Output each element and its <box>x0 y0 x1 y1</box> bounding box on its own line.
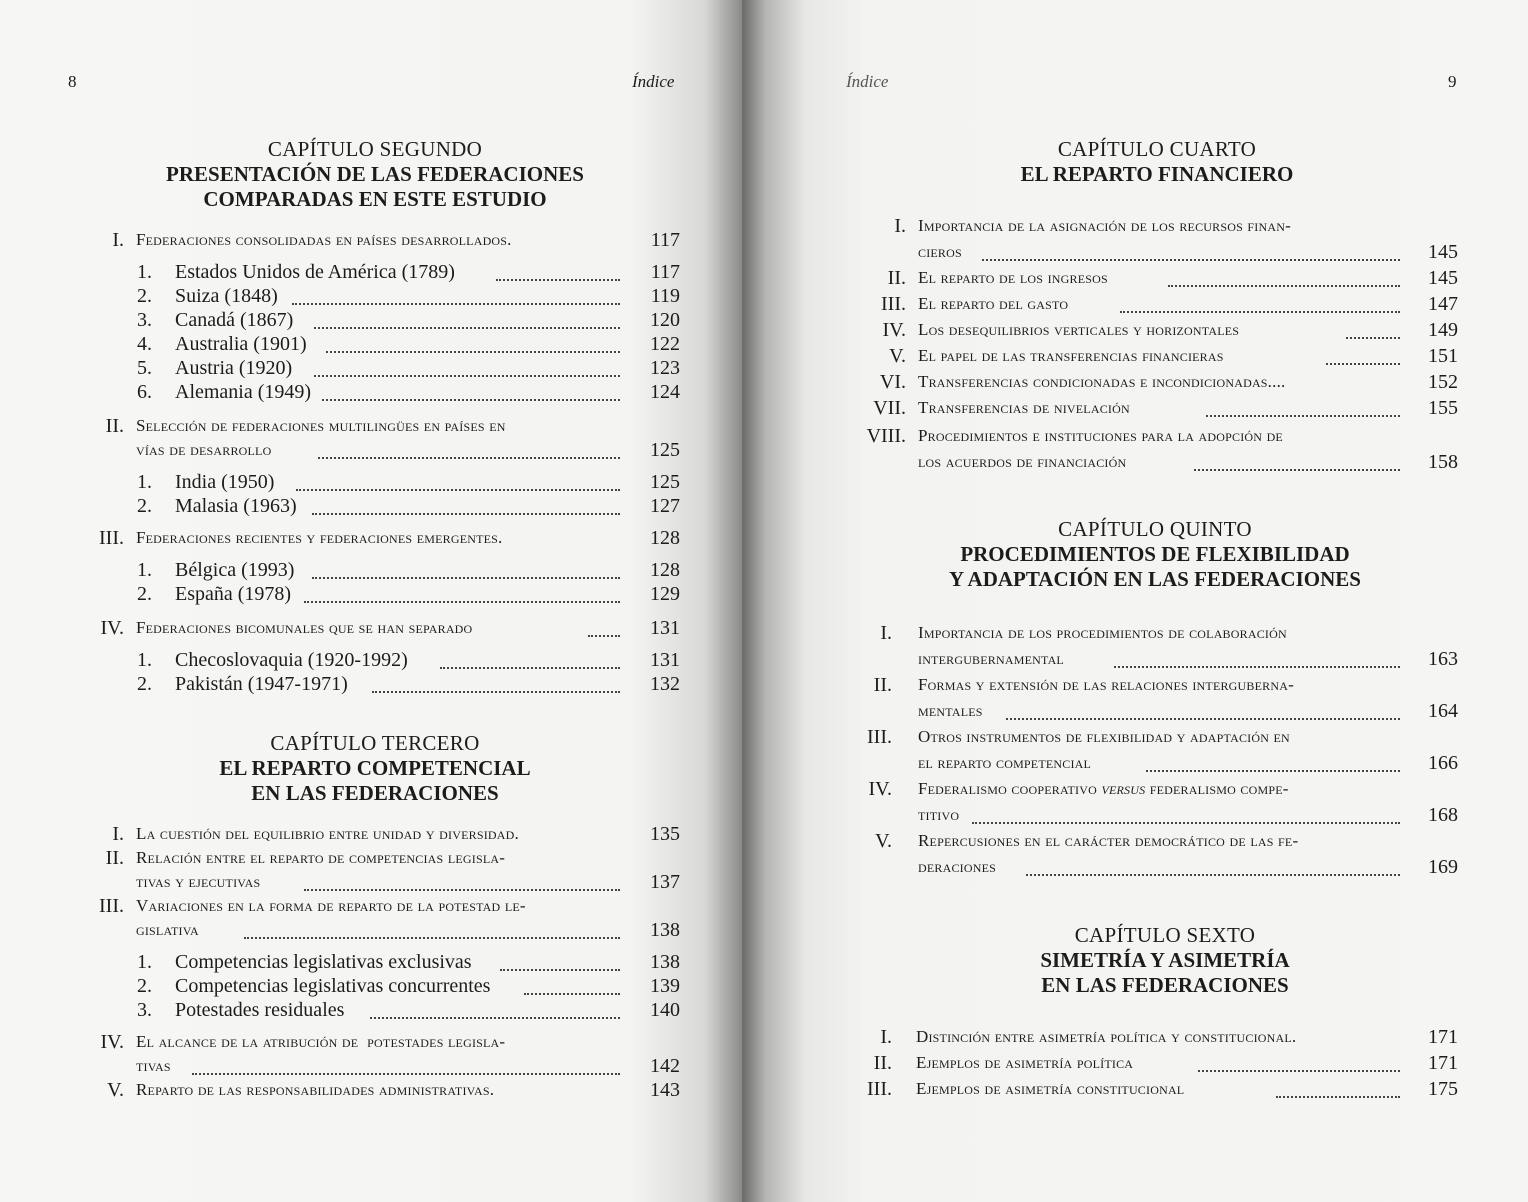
entry-text: mentales <box>918 701 983 720</box>
entry-number: 1. <box>137 649 152 671</box>
entry-page: 142 <box>650 1055 680 1077</box>
chapter-heading <box>870 517 1440 592</box>
leader-dots <box>1168 285 1400 287</box>
entry-number: VII. <box>873 397 906 419</box>
chapter-title: EN LAS FEDERACIONES <box>251 781 499 805</box>
entry-page: 147 <box>1428 293 1458 315</box>
leader-dots <box>244 937 620 939</box>
entry-text: tivas <box>136 1056 171 1075</box>
leader-dots <box>304 601 620 603</box>
entry-page: 123 <box>650 357 680 379</box>
leader-dots <box>1006 718 1400 720</box>
leader-dots <box>326 351 620 353</box>
leader-dots <box>440 667 620 669</box>
entry-text: gislativa <box>136 920 199 939</box>
chapter-title: Y ADAPTACIÓN EN LAS FEDERACIONES <box>949 567 1361 591</box>
leader-dots <box>372 691 620 693</box>
leader-dots <box>192 1073 620 1075</box>
entry-text: España (1978) <box>175 583 292 605</box>
entry-number: 2. <box>137 975 152 997</box>
chapter-title: EL REPARTO COMPETENCIAL <box>219 756 531 780</box>
entry-page: 137 <box>650 871 680 893</box>
leader-dots <box>1026 874 1400 876</box>
entry-text: Importancia de la asignación de los recursos finan- <box>918 216 1291 235</box>
entry-number: 3. <box>137 999 152 1021</box>
entry-text: Importancia de los procedimientos de colaboración <box>918 623 1287 642</box>
chapter-title: EN LAS FEDERACIONES <box>1041 973 1289 997</box>
leader-dots <box>312 577 620 579</box>
entry-text: el reparto competencial <box>918 753 1092 772</box>
chapter-label: CAPÍTULO QUINTO <box>1058 517 1252 541</box>
leader-dots <box>500 969 620 971</box>
left-page <box>0 0 742 1202</box>
entry-text: Federaciones bicomunales que se han separado <box>136 618 473 637</box>
entry-text: Austria (1920) <box>175 357 293 379</box>
entry-text: intergubernamental <box>918 649 1064 668</box>
entry-number: I. <box>880 1026 892 1048</box>
leader-dots <box>318 457 620 459</box>
entry-number: I. <box>112 229 124 251</box>
entry-page: 140 <box>650 999 680 1021</box>
entry-page: 139 <box>650 975 680 997</box>
entry-text: Distinción entre asimetría política y constitucional. <box>916 1027 1297 1046</box>
leader-dots <box>524 993 620 995</box>
entry-number: 1. <box>137 471 152 493</box>
entry-text: El papel de las transferencias financieras <box>918 346 1224 365</box>
entry-text: Estados Unidos de América (1789) <box>175 261 455 283</box>
entry-text: federalismo compe- <box>1145 779 1289 798</box>
entry-text: Suiza (1848) <box>175 285 278 307</box>
entry-number: 1. <box>137 951 152 973</box>
leader-dots <box>322 399 620 401</box>
entry-text: Procedimientos e instituciones para la adopción de <box>918 426 1283 445</box>
chapter-label: CAPÍTULO TERCERO <box>270 731 480 755</box>
entry-text: Federaciones recientes y federaciones emergentes. <box>136 528 503 547</box>
entry-number: 2. <box>137 285 152 307</box>
entry-page: 149 <box>1428 319 1458 341</box>
entry-page: 168 <box>1428 804 1458 826</box>
leader-dots <box>1206 415 1400 417</box>
running-head: Índice <box>846 72 889 91</box>
entry-page: 143 <box>650 1079 680 1101</box>
entry-page: 135 <box>650 823 680 845</box>
entry-text: tivas y ejecutivas <box>136 872 261 891</box>
entry-number: 5. <box>137 357 152 379</box>
entry-number: III. <box>867 1078 892 1100</box>
entry-text: los acuerdos de financiación <box>918 452 1127 471</box>
chapter-label: CAPÍTULO CUARTO <box>1057 137 1257 161</box>
entry-page: 117 <box>650 229 680 251</box>
entry-page: 152 <box>1428 371 1458 393</box>
leader-dots <box>296 489 620 491</box>
entry-number: I. <box>112 823 124 845</box>
leader-dots <box>370 1017 620 1019</box>
leader-dots <box>1346 337 1400 339</box>
entry-page: 158 <box>1428 451 1458 473</box>
entry-number: II. <box>873 1052 892 1074</box>
entry-number: 2. <box>137 583 152 605</box>
entry-page: 119 <box>650 285 680 307</box>
running-head: Índice <box>632 72 675 91</box>
entry-text: Australia (1901) <box>175 333 307 355</box>
page-number: 8 <box>68 72 77 91</box>
leader-dots <box>1198 1070 1400 1072</box>
leader-dots <box>304 889 620 891</box>
entry-number: VIII. <box>866 425 906 447</box>
leader-dots <box>1120 311 1400 313</box>
entry-text: Pakistán (1947-1971) <box>175 673 348 695</box>
entry-text: Relación entre el reparto de competencias legisla- <box>136 848 506 867</box>
entry-number: 2. <box>137 495 152 517</box>
entry-text: Potestades residuales <box>175 999 345 1021</box>
entry-text: India (1950) <box>175 471 275 493</box>
entry-number: III. <box>867 726 892 748</box>
leader-dots <box>588 635 620 637</box>
entry-text-italic: versus <box>1101 779 1146 798</box>
entry-page: 166 <box>1428 752 1458 774</box>
entry-number: III. <box>99 527 124 549</box>
chapter-heading <box>100 731 650 806</box>
entry-number: III. <box>881 293 906 315</box>
entry-number: II. <box>873 674 892 696</box>
entry-page: 131 <box>650 617 680 639</box>
entry-text: Bélgica (1993) <box>175 559 295 581</box>
entry-text: Competencias legislativas concurrentes <box>175 975 491 997</box>
entry-number: V. <box>889 345 906 367</box>
entry-number: II. <box>887 267 906 289</box>
entry-text: titivo <box>918 805 960 824</box>
entry-number: III. <box>99 895 124 917</box>
entry-text: Alemania (1949) <box>175 381 312 403</box>
entry-number: IV. <box>868 778 892 800</box>
leader-dots <box>496 279 620 281</box>
leader-dots <box>1326 363 1400 365</box>
entry-number: IV. <box>882 319 906 341</box>
entry-page: 164 <box>1428 700 1458 722</box>
entry-page: 145 <box>1428 241 1458 263</box>
entry-text: Federaciones consolidadas en países desarrollados. <box>136 230 512 249</box>
entry-text: Variaciones en la forma de reparto de la potestad le- <box>136 896 526 915</box>
entry-text: El reparto del gasto <box>918 294 1069 313</box>
entry-number: 1. <box>137 261 152 283</box>
entry-page: 163 <box>1428 648 1458 670</box>
entry-number: IV. <box>100 617 124 639</box>
entry-text: Checoslovaquia (1920-1992) <box>175 649 408 671</box>
chapter-title: COMPARADAS EN ESTE ESTUDIO <box>203 187 547 211</box>
entry-text: Repercusiones en el carácter democrático de las fe- <box>918 831 1299 850</box>
chapter-label: CAPÍTULO SEXTO <box>1074 923 1256 947</box>
chapter-title: SIMETRÍA Y ASIMETRÍA <box>1040 948 1290 972</box>
entry-page: 175 <box>1428 1078 1458 1100</box>
entry-text: Transferencias de nivelación <box>918 398 1130 417</box>
entry-page: 122 <box>650 333 680 355</box>
entry-page: 131 <box>650 649 680 671</box>
entry-text: Selección de federaciones multilingües en países en <box>136 416 506 435</box>
leader-dots <box>314 327 620 329</box>
entry-text: Federalismo cooperativo <box>918 779 1102 798</box>
entry-text: Canadá (1867) <box>175 309 294 331</box>
entry-number: V. <box>875 830 892 852</box>
leader-dots <box>292 303 620 305</box>
entry-number: 4. <box>137 333 152 355</box>
entry-text: cieros <box>918 242 962 261</box>
entry-page: 120 <box>650 309 680 331</box>
right-page <box>742 0 1528 1202</box>
entry-page: 169 <box>1428 856 1458 878</box>
entry-text: Reparto de las responsabilidades administrativas. <box>136 1080 495 1099</box>
entry-number: 1. <box>137 559 152 581</box>
entry-text: El reparto de los ingresos <box>918 268 1108 287</box>
entry-text: Otros instrumentos de flexibilidad y adaptación en <box>918 727 1290 746</box>
entry-page: 128 <box>650 559 680 581</box>
entry-number: 2. <box>137 673 152 695</box>
entry-page: 127 <box>650 495 680 517</box>
entry-text: Formas y extensión de las relaciones interguberna- <box>918 675 1294 694</box>
entry-text: Ejemplos de asimetría política <box>916 1053 1134 1072</box>
chapter-title: PRESENTACIÓN DE LAS FEDERACIONES <box>166 162 584 186</box>
entry-page: 155 <box>1428 397 1458 419</box>
entry-text: Malasia (1963) <box>175 495 297 517</box>
leader-dots <box>972 822 1400 824</box>
leader-dots <box>1194 469 1400 471</box>
entry-text: El alcance de la atribución de potestades legisla- <box>136 1032 506 1051</box>
entry-page: 151 <box>1428 345 1458 367</box>
chapter-heading <box>890 923 1440 998</box>
entry-number: IV. <box>100 1031 124 1053</box>
entry-page: 171 <box>1428 1052 1458 1074</box>
entry-number: 3. <box>137 309 152 331</box>
entry-number: V. <box>107 1079 124 1101</box>
entry-page: 125 <box>650 439 680 461</box>
entry-number: II. <box>105 415 124 437</box>
chapter-title: PROCEDIMIENTOS DE FLEXIBILIDAD <box>960 542 1350 566</box>
entry-page: 138 <box>650 919 680 941</box>
entry-text: vías de desarrollo <box>136 440 272 459</box>
entry-number: 6. <box>137 381 152 403</box>
entry-page: 129 <box>650 583 680 605</box>
entry-page: 171 <box>1428 1026 1458 1048</box>
page-number: 9 <box>1448 72 1457 91</box>
entry-text: Competencias legislativas exclusivas <box>175 951 472 973</box>
leader-dots <box>982 259 1400 261</box>
entry-page: 124 <box>650 381 680 403</box>
leader-dots <box>1114 666 1400 668</box>
entry-text: deraciones <box>918 857 997 876</box>
leader-dots <box>1146 770 1400 772</box>
chapter-heading <box>100 137 650 212</box>
entry-page: 128 <box>650 527 680 549</box>
leader-dots <box>1276 1096 1400 1098</box>
entry-page: 145 <box>1428 267 1458 289</box>
entry-page: 132 <box>650 673 680 695</box>
entry-text: Ejemplos de asimetría constitucional <box>916 1079 1185 1098</box>
entry-page: 117 <box>650 261 680 283</box>
leader-dots <box>314 375 620 377</box>
entry-text: La cuestión del equilibrio entre unidad y diversidad. <box>136 824 519 843</box>
leader-dots <box>312 513 620 515</box>
entry-number: I. <box>894 215 906 237</box>
chapter-title: EL REPARTO FINANCIERO <box>1020 162 1294 186</box>
entry-text: Los desequilibrios verticales y horizontales <box>918 320 1240 339</box>
entry-page: 138 <box>650 951 680 973</box>
entry-number: VI. <box>879 371 906 393</box>
chapter-label: CAPÍTULO SEGUNDO <box>267 137 483 161</box>
chapter-heading <box>882 137 1432 187</box>
entry-text: Transferencias condicionadas e incondicionadas.... <box>918 372 1286 391</box>
entry-number: I. <box>880 622 892 644</box>
entry-number: II. <box>105 847 124 869</box>
entry-page: 125 <box>650 471 680 493</box>
